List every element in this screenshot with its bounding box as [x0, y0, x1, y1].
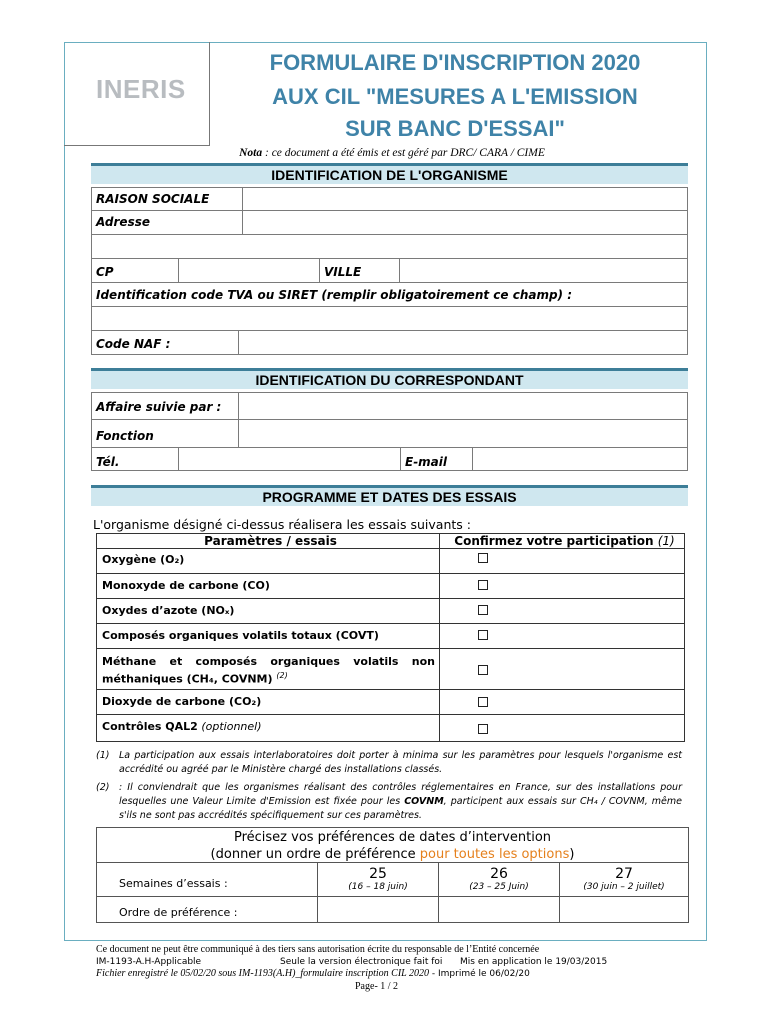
section-programme: PROGRAMME ET DATES DES ESSAIS [91, 485, 688, 506]
footer-application-date: Mis en application le 19/03/2015 [460, 957, 608, 967]
week-dates: (30 juin – 2 juillet) [583, 882, 665, 892]
footer-version: Seule la version électronique fait foi [280, 957, 443, 967]
label-tva-siret: Identification code TVA ou SIRET (remplir obligatoirement ce champ) : [91, 282, 688, 307]
confirm-cell [439, 689, 685, 715]
options-link[interactable]: pour toutes les options [419, 847, 570, 862]
checkbox-co[interactable] [478, 580, 488, 590]
checkbox-nox[interactable] [478, 605, 488, 615]
adresse-field[interactable] [242, 210, 688, 235]
week-cell-27 [559, 862, 689, 897]
test-row-co: Monoxyde de carbone (CO) [96, 573, 440, 599]
nota: Nota : ce document a été émis et est géré par DRC/ CARA / CIME [239, 147, 545, 159]
label-adresse: Adresse [91, 210, 243, 235]
checkbox-methane[interactable] [478, 665, 488, 675]
footer-file: Fichier enregistré le 05/02/20 sous IM-1193(A.H)_formulaire inscription CIL 2020 - Imprimé le 06/02/20 [96, 968, 530, 979]
email-field[interactable] [472, 447, 688, 471]
ville-field[interactable] [399, 258, 688, 283]
adresse-field-line2[interactable] [91, 234, 688, 259]
confirm-cell [439, 623, 685, 649]
label-tel: Tél. [91, 447, 179, 471]
form-title-line1: FORMULAIRE D'INSCRIPTION 2020 [269, 50, 641, 75]
footer-ref: IM-1193-A.H-Applicable [96, 957, 202, 967]
test-row-methane: Méthane et composés organiques volatils non méthaniques (CH₄, COVNM) $^{(2)}$ [96, 648, 440, 690]
preferences-header [96, 827, 689, 863]
label-affaire-suivie: Affaire suivie par : [91, 392, 239, 420]
label-semaines: Semaines d’essais : [96, 862, 318, 897]
week-cell-25 [317, 862, 439, 897]
week-cell-26 [438, 862, 560, 897]
page-number: Page- 1 / 2 [355, 981, 399, 992]
confirm-cell [439, 598, 685, 624]
form-title-line2: AUX CIL "MESURES A L'EMISSION [272, 84, 638, 109]
checkbox-covt[interactable] [478, 630, 488, 640]
label-raison-sociale: RAISON SOCIALE [91, 187, 243, 211]
confirm-cell [439, 548, 685, 574]
footer-confidentiality: Ce document ne peut être communiqué à des tiers sans autorisation écrite du responsable de l’Entité concernée [96, 944, 540, 955]
note2-number: (2) [96, 782, 110, 793]
label-fonction: Fonction [91, 419, 239, 448]
cp-field[interactable] [178, 258, 320, 283]
note2-text: : Il conviendrait que les organismes réalisant des contrôles réglementaires en France, sur des installations pour lesquelles une Valeur Limite d'Emission est fixée pour les COVNM, participent aux essais sur CH₄ / COVNM, même s'ils ne sont pas accrédités spécifiquement sur ces paramètres. [119, 782, 682, 821]
tel-field[interactable] [178, 447, 401, 471]
preference-field-27[interactable] [559, 896, 689, 923]
week-number: 25 [369, 866, 387, 882]
label-ordre-preference: Ordre de préférence : [96, 896, 318, 923]
ineris-logo: INERIS [96, 74, 186, 104]
col-header-params: Paramètres / essais [96, 533, 440, 549]
week-number: 27 [615, 866, 633, 882]
checkbox-oxygene[interactable] [478, 553, 488, 563]
preference-field-25[interactable] [317, 896, 439, 923]
checkbox-co2[interactable] [478, 697, 488, 707]
code-naf-field[interactable] [238, 330, 688, 355]
label-email: E-mail [400, 447, 473, 471]
week-number: 26 [490, 866, 508, 882]
section-organisme: IDENTIFICATION DE L'ORGANISME [91, 163, 688, 184]
section-correspondant: IDENTIFICATION DU CORRESPONDANT [91, 368, 688, 389]
label-ville: VILLE [319, 258, 400, 283]
affaire-suivie-field[interactable] [238, 392, 688, 420]
preferences-title: Précisez vos préférences de dates d’intervention [233, 830, 552, 845]
note1-number: (1) [96, 750, 110, 761]
confirm-cell [439, 714, 685, 742]
fonction-field[interactable] [238, 419, 688, 448]
confirm-cell [439, 648, 685, 690]
preference-field-26[interactable] [438, 896, 560, 923]
tva-siret-field[interactable] [91, 306, 688, 331]
label-code-naf: Code NAF : [91, 330, 239, 355]
form-title-line3: SUR BANC D'ESSAI" [345, 116, 565, 141]
raison-sociale-field[interactable] [242, 187, 688, 211]
test-row-co2: Dioxyde de carbone (CO₂) [96, 689, 440, 715]
week-dates: (16 – 18 juin) [348, 882, 408, 892]
checkbox-qal2[interactable] [478, 724, 488, 734]
programme-intro: L'organisme désigné ci-dessus réalisera les essais suivants : [93, 517, 471, 532]
label-cp: CP [91, 258, 179, 283]
test-row-nox: Oxydes d’azote (NOₓ) [96, 598, 440, 624]
confirm-cell [439, 573, 685, 599]
preferences-subtitle: (donner un ordre de préférence pour toutes les options) [210, 847, 575, 862]
col-header-confirm: Confirmez votre participation (1) [439, 533, 685, 549]
test-row-oxygene: Oxygène (O₂) [96, 548, 440, 574]
note1-text: La participation aux essais interlaboratoires doit porter à minima sur les paramètres pour lesquels l'organisme est accrédité ou agréé par le Ministère chargé des installations classés. [119, 750, 682, 775]
week-dates: (23 – 25 Juin) [469, 882, 529, 892]
test-row-covt: Composés organiques volatils totaux (COVT) [96, 623, 440, 649]
test-row-qal2: Contrôles QAL2 (optionnel) [96, 714, 440, 742]
